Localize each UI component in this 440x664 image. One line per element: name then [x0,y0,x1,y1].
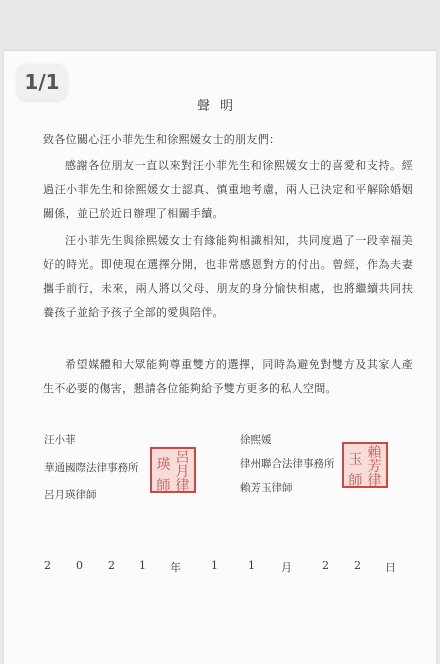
seal-char: 呂月 [175,450,190,480]
seal-stamp-right [342,442,388,488]
seal-char: 瑛 [156,457,171,473]
date-char-day: 日 [385,561,396,574]
date-char: 1 [211,559,218,572]
date-char: 1 [139,559,146,572]
date-char: 2 [44,559,51,572]
page-indicator: 1/1 [17,64,67,100]
date-char: 0 [76,559,83,572]
paragraph-2: 汪小菲先生與徐熙媛女士有緣能夠相識相知，共同度過了一段幸福美好的時光。即使現在選擇分開，也非常感恩對方的付出。曾經，作為夫妻攜手前行，未來，兩人將以父母、朋友的身分愉快相處，也將繼續共同扶養孩子並給予孩子全部的愛與陪伴。 [43,234,413,319]
date-char-year: 年 [170,561,181,574]
signature-right-name: 徐熙媛 [240,434,272,446]
date-char-month: 月 [281,561,292,574]
signature-left-name: 汪小菲 [44,434,76,446]
seal-char: 師 [348,473,363,489]
seal-char: 賴芳 [367,445,382,475]
document-title: 聲明 [196,99,243,114]
paragraph-3: 希望媒體和大眾能夠尊重雙方的選擇，同時為避免對雙方及其家人產生不必要的傷害，懇請各位能夠給予雙方更多的私人空間。 [43,358,413,395]
salutation: 致各位關心汪小菲先生和徐熙媛女士的朋友們： [43,133,281,146]
signature-left-firm: 華通國際法律事務所 [44,462,139,474]
signature-left-lawyer: 呂月瑛律師 [44,489,97,501]
date-char: 1 [248,559,255,572]
date-char: 2 [322,559,329,572]
date-char: 2 [108,559,115,572]
date-char: 2 [354,559,361,572]
seal-char: 律 [175,478,190,494]
signature-right-firm: 律州聯合法律事務所 [240,458,335,470]
seal-char: 師 [156,478,171,494]
seal-char: 玉 [348,452,363,468]
signature-right-lawyer: 賴芳玉律師 [240,482,293,494]
seal-char: 律 [367,473,382,489]
seal-stamp-left [150,447,196,493]
paragraph-1: 感謝各位朋友一直以來對汪小菲先生和徐熙媛女士的喜愛和支持。經過汪小菲先生和徐熙媛女士認真、慎重地考慮，兩人已決定和平解除婚姻關係，並已於近日辦理了相關手續。 [43,159,413,220]
